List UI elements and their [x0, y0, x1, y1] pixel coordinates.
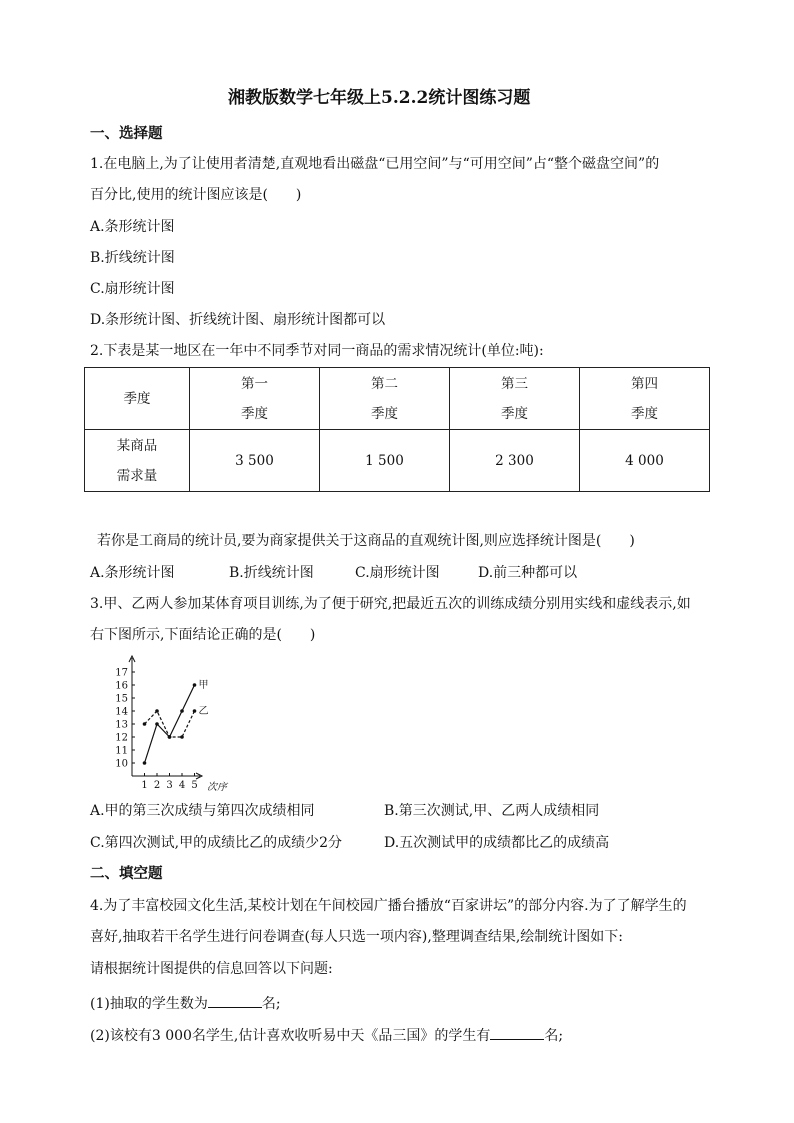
data-point [180, 735, 184, 739]
question-3-line-2: 右下图所示,下面结论正确的是( ) [90, 627, 316, 643]
series-label: 甲 [198, 680, 209, 691]
question-3-line-1: 3.甲、乙两人参加某体育项目训练,为了便于研究,把最近五次的训练成绩分别用实线和虚线表示,如 [90, 596, 691, 612]
series-line-2 [145, 711, 195, 737]
y-tick-label: 17 [115, 667, 128, 679]
section-heading-fill: 二、填空题 [90, 865, 163, 882]
question-2-option-d: D.前三种都可以 [478, 565, 578, 581]
question-4-sub-1 [90, 993, 281, 1011]
demand-table [84, 367, 710, 492]
question-1-option-a: A.条形统计图 [90, 219, 175, 235]
table-row [85, 430, 710, 492]
table-cell: 1 500 [320, 430, 450, 492]
score-line-chart [108, 650, 238, 796]
table-cell: 2 300 [450, 430, 580, 492]
question-3-option-a: A.甲的第三次成绩与第四次成绩相同 [90, 803, 315, 819]
question-1-line-2: 百分比,使用的统计图应该是( ) [90, 187, 302, 203]
y-tick-label: 15 [115, 693, 128, 705]
series-line-1 [145, 685, 195, 763]
x-tick-label: 1 [141, 780, 148, 791]
x-axis-label: 次序 [207, 782, 227, 793]
y-tick-label: 10 [115, 758, 128, 770]
question-3-option-b: B.第三次测试,甲、乙两人成绩相同 [384, 803, 600, 819]
y-tick-label: 16 [115, 680, 128, 692]
question-1-option-b: B.折线统计图 [90, 250, 175, 266]
y-tick-label: 12 [115, 732, 128, 744]
question-4-line-1: 4.为了丰富校园文化生活,某校计划在午间校园广播台播放“百家讲坛”的部分内容.为了了解学生的 [90, 898, 687, 914]
question-4-line-3: 请根据统计图提供的信息回答以下问题: [90, 961, 333, 977]
answer-blank[interactable] [490, 1025, 544, 1040]
question-4-sub-1-unit: 名; [261, 996, 281, 1012]
question-3-option-d: D.五次测试甲的成绩都比乙的成绩高 [384, 835, 610, 851]
question-3-option-c: C.第四次测试,甲的成绩比乙的成绩少2分 [90, 835, 343, 851]
section-heading-choice: 一、选择题 [90, 125, 163, 142]
data-point [143, 761, 147, 765]
x-tick-label: 2 [153, 780, 161, 791]
y-tick-label: 13 [115, 719, 128, 731]
table-header-cell: 季度 [85, 368, 190, 430]
y-tick-label: 14 [115, 706, 128, 718]
data-point [180, 709, 184, 713]
data-point [193, 683, 197, 687]
table-cell: 4 000 [580, 430, 710, 492]
data-point [168, 735, 172, 739]
y-tick-label: 11 [115, 745, 128, 757]
x-tick-label: 4 [178, 780, 186, 791]
question-1-line-1: 1.在电脑上,为了让使用者清楚,直观地看出磁盘“已用空间”与“可用空间”占“整个磁盘空间”的 [90, 156, 660, 172]
document-title: 湘教版数学七年级上5.2.2统计图练习题 [228, 88, 531, 108]
table-header-row [85, 368, 710, 430]
question-4-sub-2-unit: 名; [544, 1028, 564, 1044]
table-header-cell: 第一 季度 [190, 368, 320, 430]
data-point [143, 722, 147, 726]
question-2-question: 若你是工商局的统计员,要为商家提供关于这商品的直观统计图,则应选择统计图是( ) [97, 533, 635, 549]
question-4-line-2: 喜好,抽取若干名学生进行问卷调查(每人只选一项内容),整理调查结果,绘制统计图如下: [90, 929, 623, 945]
data-point [193, 709, 197, 713]
question-1-option-d: D.条形统计图、折线统计图、扇形统计图都可以 [90, 312, 386, 328]
question-2-option-c: C.扇形统计图 [355, 565, 440, 581]
x-tick-label: 5 [191, 780, 198, 791]
question-2-stem: 2.下表是某一地区在一年中不同季节对同一商品的需求情况统计(单位:吨): [90, 343, 544, 359]
table-header-cell: 第二 季度 [320, 368, 450, 430]
question-1-option-c: C.扇形统计图 [90, 281, 175, 297]
question-2-option-b: B.折线统计图 [229, 565, 314, 581]
question-2-option-a: A.条形统计图 [90, 565, 175, 581]
table-cell: 3 500 [190, 430, 320, 492]
table-header-cell: 第三 季度 [450, 368, 580, 430]
answer-blank[interactable] [208, 993, 262, 1008]
x-tick-label: 3 [166, 780, 173, 791]
table-row-label: 某商品 需求量 [85, 430, 190, 492]
table-header-cell: 第四 季度 [580, 368, 710, 430]
data-point [155, 722, 159, 726]
question-4-sub-1-text: (1)抽取的学生数为 [90, 996, 208, 1012]
data-point [155, 709, 159, 713]
question-4-sub-2 [90, 1025, 563, 1043]
series-label: 乙 [198, 706, 209, 717]
question-4-sub-2-text: (2)该校有3 000名学生,估计喜欢收听易中天《品三国》的学生有 [90, 1028, 491, 1044]
